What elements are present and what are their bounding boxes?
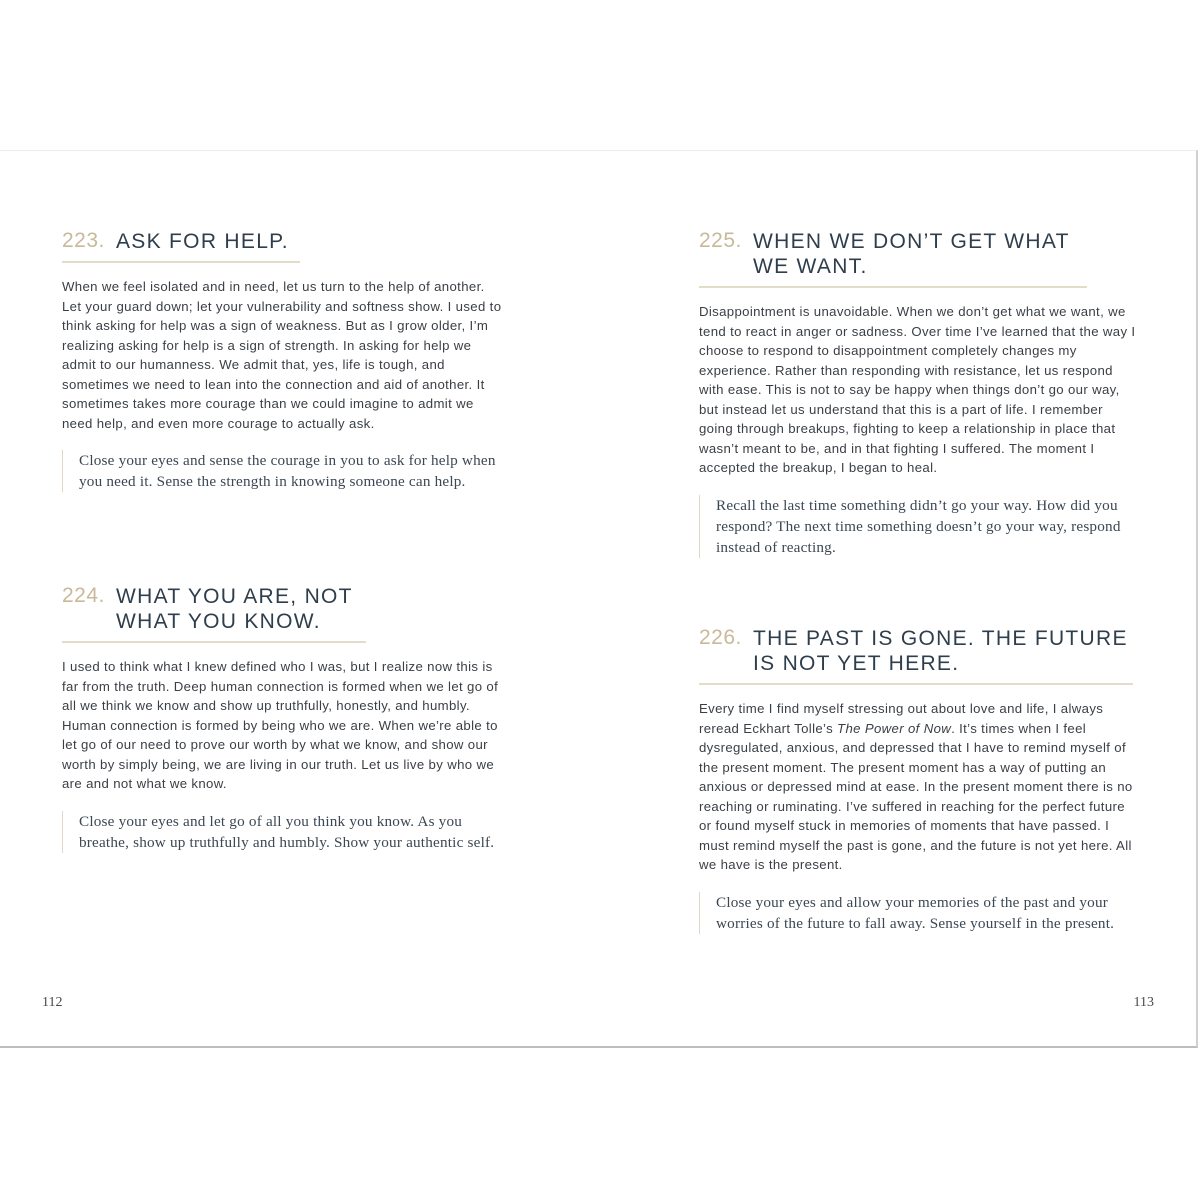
entry-226 bbox=[699, 626, 1139, 934]
entry-body: I used to think what I knew defined who I was, but I realize now this is far from the truth. Deep human connection is formed when we let go of all we think we know and show up truthfully, honestly, and humbly. Human connection is formed by being who we are. When we’re able to let go of our need to prove our worth by what we know, and show our worth by simply being, we are living in our truth. Let us live by who we are and not what we know. bbox=[62, 659, 499, 791]
entry-title: WHEN WE DON’T GET WHAT WE WANT. bbox=[753, 230, 1070, 278]
page-number-left: 112 bbox=[42, 995, 63, 1010]
book-spread bbox=[0, 150, 1198, 1048]
reflection-prompt: Close your eyes and sense the courage in you to ask for help when you need it. Sense the strength in knowing someone can help. bbox=[62, 450, 502, 492]
entry-225 bbox=[699, 229, 1139, 558]
entry-body: When we feel isolated and in need, let us turn to the help of another. Let your guard down; let your vulnerability and softness show. I used to think asking for help was a sign of weakness. But as I grow older, I’m realizing asking for help is a sign of strength. In asking for help we admit to our humanness. We admit that, yes, life is tough, and sometimes we need to lean into the connection and aid of another. It sometimes takes more courage than we could imagine to admit we need help, and even more courage to actually ask. bbox=[62, 279, 502, 431]
page-number-right: 113 bbox=[1133, 995, 1154, 1010]
reflection-prompt: Close your eyes and allow your memories of the past and your worries of the future to fall away. Sense yourself in the present. bbox=[699, 892, 1139, 934]
entry-title: THE PAST IS GONE. THE FUTURE IS NOT YET HERE. bbox=[753, 627, 1128, 675]
entry-heading bbox=[699, 229, 1087, 288]
entry-223 bbox=[62, 229, 502, 492]
entry-title: WHAT YOU ARE, NOT WHAT YOU KNOW. bbox=[116, 585, 353, 633]
body-text-end: . It’s times when I feel dysregulated, anxious, and depressed that I have to remind myself of the present moment. The present moment has a way of putting an anxious or depressed mind at ease. In the present moment there is no reaching or ruminating. I’ve suffered in reaching for the perfect future or found myself stuck in memories of moments that have passed. I must remind myself the past is gone, and the future is not yet here. All we have is the present. bbox=[699, 720, 1133, 872]
entry-number: 225. bbox=[699, 229, 742, 252]
entry-body: Disappointment is unavoidable. When we don’t get what we want, we tend to react in anger or sadness. Over time I’ve learned that the way I choose to respond to disappointment completely changes my experience. Rather than responding with resistance, let us respond with ease. This is not to say be happy when things don’t go our way, but instead let us understand that this is a part of life. I remember going through breakups, fighting to keep a relationship in place that wasn’t meant to be, and in that fighting I suffered. The moment I accepted the breakup, I began to heal. bbox=[699, 304, 1136, 475]
entry-heading bbox=[699, 626, 1133, 685]
reflection-prompt: Close your eyes and let go of all you think you know. As you breathe, show up truthfully and humbly. Show your authentic self. bbox=[62, 811, 502, 853]
reflection-prompt: Recall the last time something didn’t go your way. How did you respond? The next time something doesn’t go your way, respond instead of reacting. bbox=[699, 495, 1139, 558]
entry-224 bbox=[62, 584, 502, 853]
body-text-start: Every time I find myself stressing out about love and life, I always reread Eckhart Tolle’s bbox=[699, 701, 1104, 736]
entry-number: 226. bbox=[699, 626, 742, 649]
entry-heading bbox=[62, 229, 300, 263]
entry-body bbox=[699, 699, 1139, 875]
entry-title: ASK FOR HELP. bbox=[116, 230, 289, 253]
left-page bbox=[62, 151, 502, 1049]
entry-heading bbox=[62, 584, 366, 643]
right-page bbox=[699, 151, 1139, 1049]
book-title: The Power of Now bbox=[837, 720, 952, 736]
entry-number: 224. bbox=[62, 584, 105, 607]
entry-number: 223. bbox=[62, 229, 105, 252]
